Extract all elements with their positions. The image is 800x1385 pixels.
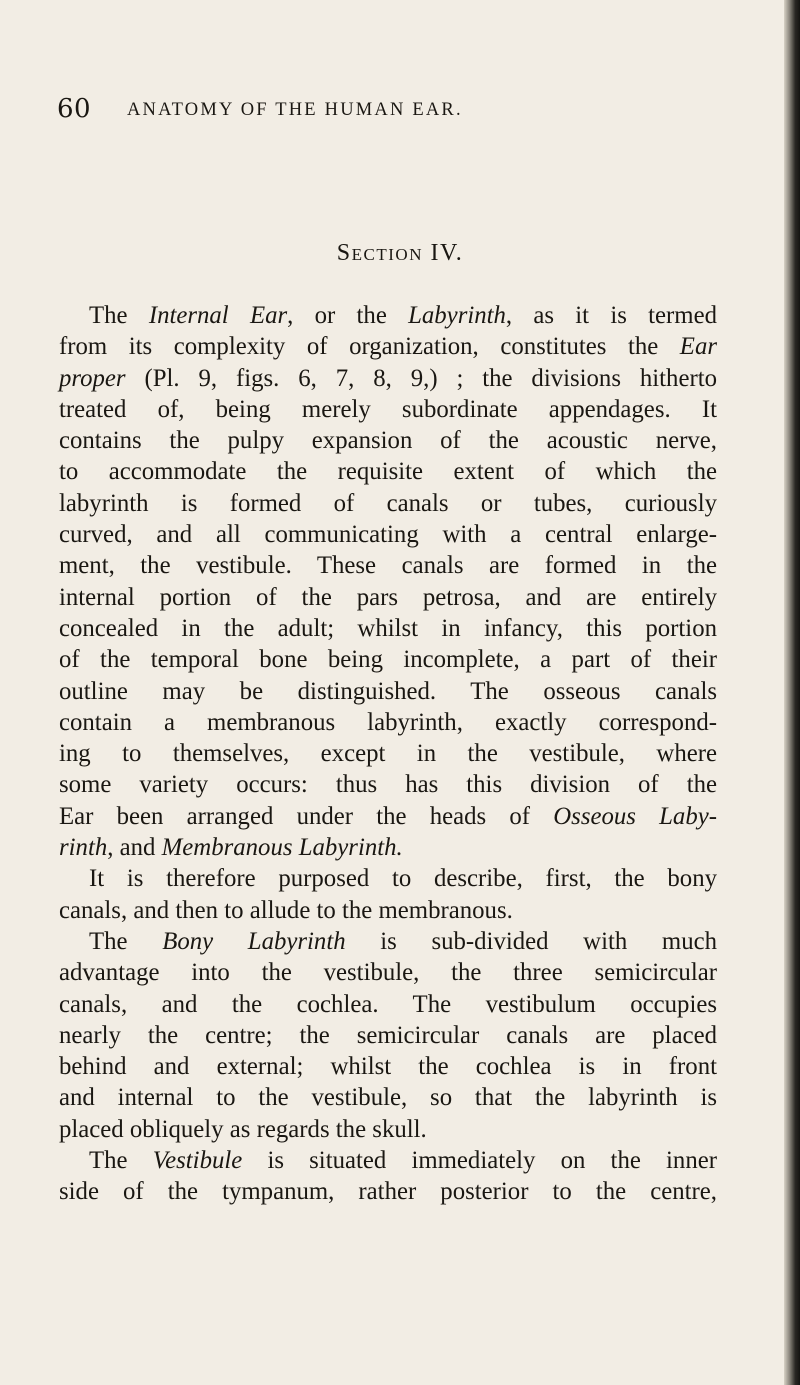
text-segment: , as it is termed <box>505 302 717 329</box>
text-segment: internal portion of the pars petrosa, and are entirely <box>59 583 717 611</box>
text-segment: behind and external; whilst the cochlea is in front <box>59 1053 717 1081</box>
running-head: ANATOMY OF THE HUMAN EAR. <box>127 100 463 120</box>
text-line <box>59 550 717 581</box>
text-segment: ing to themselves, except in the vestibule, where <box>59 740 717 768</box>
text-segment: advantage into the vestibule, the three semicircular <box>59 959 717 987</box>
page-edge-shadow <box>784 0 800 1385</box>
text-segment: curved, and all communicating with a central enlarge- <box>59 521 717 549</box>
italic-text: Osseous Laby- <box>553 802 717 830</box>
text-segment: side of the tympanum, rather posterior to the centre, <box>59 1178 717 1206</box>
text-line <box>59 331 717 362</box>
page-number: 60 <box>57 94 92 124</box>
text-line <box>59 989 717 1020</box>
italic-text: Labyrinth <box>408 302 506 329</box>
text-segment: labyrinth is formed of canals or tubes, curiously <box>59 489 717 517</box>
text-segment: placed obliquely as regards the skull. <box>59 1115 427 1143</box>
text-segment: , or the <box>287 302 409 329</box>
italic-text: Internal Ear <box>148 302 288 329</box>
text-segment: contains the pulpy expansion of the acoustic nerve, <box>59 427 717 455</box>
text-line <box>59 1145 717 1176</box>
italic-text: Vestibule <box>152 1147 243 1175</box>
text-segment: , and <box>107 834 162 862</box>
body-text <box>59 300 717 1208</box>
text-segment: to accommodate the requisite extent of which the <box>59 458 717 486</box>
italic-text: Ear <box>679 333 717 361</box>
text-line <box>59 456 717 487</box>
text-segment: of the temporal bone being incomplete, a part of their <box>59 646 717 674</box>
text-line <box>59 488 717 519</box>
text-segment: treated of, being merely subordinate appendages. It <box>59 395 717 423</box>
text-line <box>59 394 717 425</box>
text-line <box>59 832 717 863</box>
text-line <box>59 363 717 394</box>
italic-text: Bony Labyrinth <box>162 927 346 955</box>
text-segment: some variety occurs: thus has this division of the <box>59 771 717 799</box>
text-segment: It is therefore purposed to describe, first, the bony <box>89 865 717 893</box>
text-line <box>59 1176 717 1207</box>
text-line <box>59 1020 717 1051</box>
text-line <box>59 926 717 957</box>
text-line <box>59 300 717 331</box>
text-segment: contain a membranous labyrinth, exactly correspond- <box>59 708 717 736</box>
text-segment: is sub-divided with much <box>345 927 717 955</box>
text-line <box>59 863 717 894</box>
text-line <box>59 519 717 550</box>
text-segment: (Pl. 9, figs. 6, 7, 8, 9,) ; the divisions hitherto <box>125 364 717 392</box>
text-line <box>59 801 717 832</box>
text-segment: is situated immediately on the inner <box>242 1147 717 1175</box>
text-segment: and internal to the vestibule, so that the labyrinth is <box>59 1084 717 1112</box>
text-line <box>59 582 717 613</box>
text-line <box>59 707 717 738</box>
text-line <box>59 769 717 800</box>
text-segment: from its complexity of organization, constitutes the <box>59 333 680 361</box>
italic-text: rinth <box>59 834 108 862</box>
text-segment: canals, and the cochlea. The vestibulum occupies <box>59 990 717 1018</box>
text-segment: nearly the centre; the semicircular canals are placed <box>59 1021 717 1049</box>
text-segment: The <box>89 302 149 329</box>
italic-text: proper <box>59 364 126 392</box>
text-line <box>59 425 717 456</box>
text-segment: ment, the vestibule. These canals are formed in the <box>59 552 717 580</box>
text-segment: canals, and then to allude to the membranous. <box>59 896 513 924</box>
text-segment: Ear been arranged under the heads of <box>59 802 554 830</box>
text-line <box>59 1114 717 1145</box>
section-title: Section IV. <box>336 240 464 266</box>
text-line <box>59 738 717 769</box>
text-line <box>59 1051 717 1082</box>
text-line <box>59 613 717 644</box>
text-segment: The <box>89 927 163 955</box>
text-segment: concealed in the adult; whilst in infancy, this portion <box>59 614 717 642</box>
text-line <box>59 676 717 707</box>
text-line <box>59 957 717 988</box>
italic-text: Membranous Labyrinth. <box>161 834 403 862</box>
text-segment: The <box>89 1147 153 1175</box>
text-line <box>59 644 717 675</box>
text-line <box>59 895 717 926</box>
text-line <box>59 1082 717 1113</box>
text-segment: outline may be distinguished. The osseous canals <box>59 677 717 705</box>
